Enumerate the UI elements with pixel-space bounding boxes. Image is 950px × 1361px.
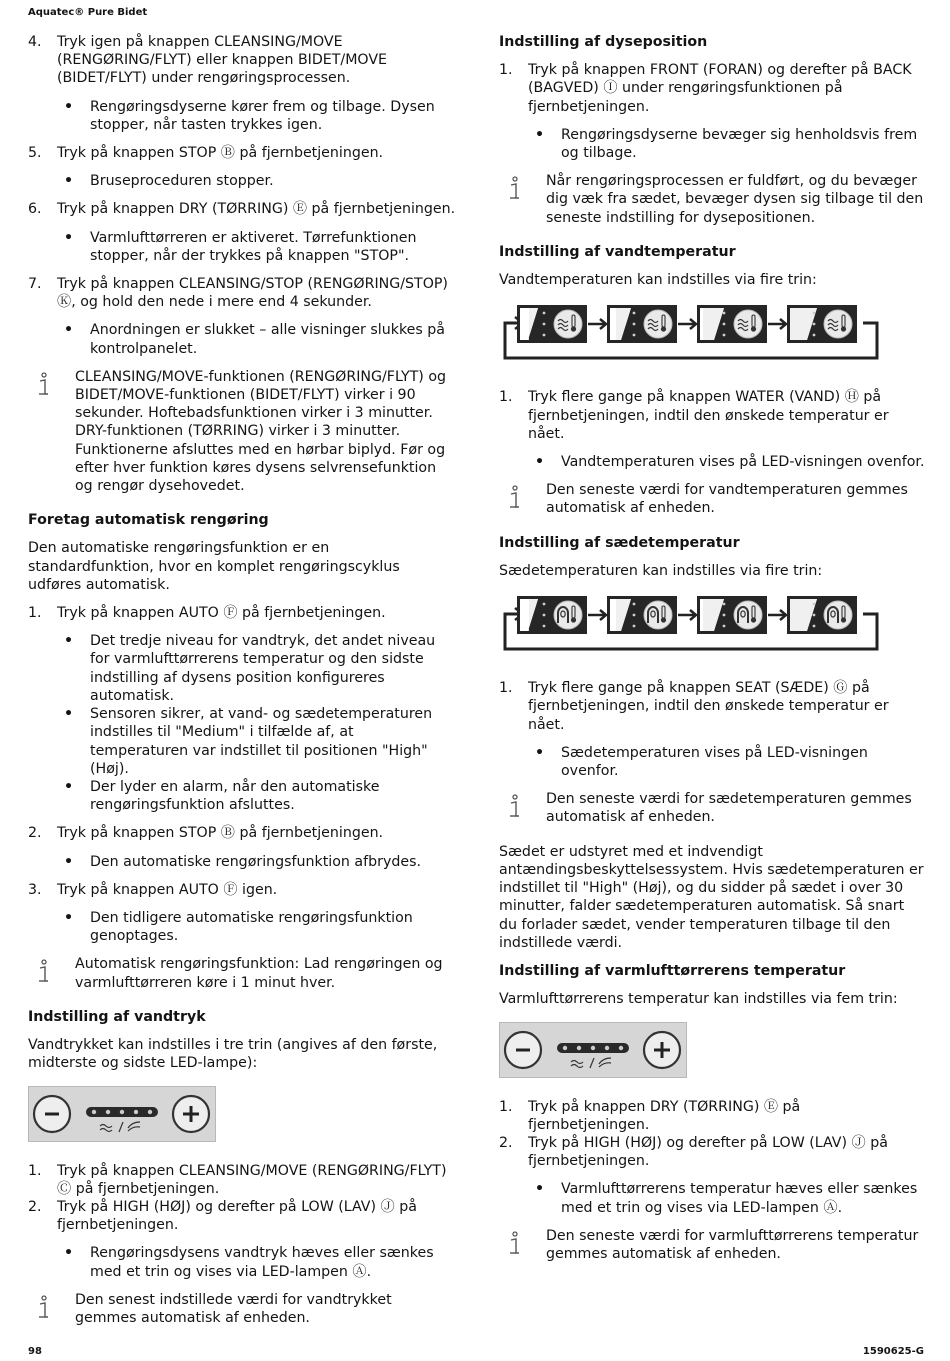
step-2: 2. Tryk på knappen STOP Ⓑ på fjernbetjeningen. (28, 825, 384, 842)
note-text: Når rengøringsprocessen er fuldført, og du bevæger dig væk fra sædet, bevæger dysen sig tilbage til den seneste indstilling for dysepositionen. (546, 173, 924, 226)
step-2: 2. Tryk på HIGH (HØJ) og derefter på LOW (LAV) Ⓙ på fjernbetjeningen. (499, 1134, 888, 1170)
section-heading-seat-temp: Indstilling af sædetemperatur (499, 534, 740, 551)
paragraph: Vandtrykket kan indstilles i tre trin (angives af den første, midterste og sidste LED-lampe): (28, 1036, 438, 1072)
info-note (28, 1291, 456, 1327)
info-icon (507, 792, 523, 820)
info-icon (507, 174, 523, 202)
bullet-item: • Rengøringsdyserne kører frem og tilbage. Dysen stopper, når tasten trykkes igen. (64, 98, 435, 133)
bullet-item: • Der lyder en alarm, når den automatiske rengøringsfunktion afsluttes. (64, 778, 380, 814)
info-note (28, 368, 456, 495)
step-1: 1. Tryk flere gange på knappen SEAT (SÆDE) Ⓖ på fjernbetjeningen, indtil den ønskede temperatur er nået. (499, 680, 889, 733)
bullet-list (499, 1180, 925, 1216)
step-1: 1. Tryk på knappen FRONT (FORAN) og derefter på BACK (BAGVED) Ⓘ under rengøringsfunktionen på fjernbetjeningen. (499, 62, 912, 115)
bullet-item: • Den automatiske rengøringsfunktion afbrydes. (64, 853, 421, 870)
pressure-control-panel (28, 1086, 216, 1142)
left-column (28, 33, 456, 1343)
info-note (499, 172, 925, 227)
temperature-step-panel (697, 305, 767, 343)
info-note (499, 1227, 925, 1263)
step-number: 5. (28, 145, 42, 162)
page-number: 98 (28, 1346, 42, 1357)
paragraph: Vandtemperaturen kan indstilles via fire trin: (499, 272, 817, 289)
step-4 (28, 33, 456, 88)
bullet-item: • Rengøringsdyserne bevæger sig henholdsvis frem og tilbage. (535, 126, 918, 162)
section-heading-water-temp: Indstilling af vandtemperatur (499, 243, 736, 260)
temperature-step-panel (787, 596, 857, 634)
bullet-item: • Det tredje niveau for vandtryk, det andet niveau for varmlufttørrerens temperatur og den sidste indstilling af dysens position konfigureres automatisk. (64, 633, 436, 704)
step-5 (28, 144, 456, 162)
bullet-item: • Rengøringsdysens vandtryk hæves eller sænkes med et trin og vises via LED-lampen Ⓐ. (64, 1245, 434, 1280)
bullet-list (499, 453, 925, 471)
info-note (499, 790, 925, 826)
step-1: 1. Tryk flere gange på knappen WATER (VAND) Ⓗ på fjernbetjeningen, indtil den ønskede temperatur er nået. (499, 389, 889, 442)
info-icon (36, 370, 52, 398)
note-text: Den seneste værdi for vandtemperaturen gemmes automatisk af enheden. (546, 482, 908, 517)
bullet-item: • Sensoren sikrer, at vand- og sædetemperaturen indstilles til "Medium" i tilfælde af, at temperaturen var indstillet til positionen "High" (Høj). (64, 706, 433, 777)
step-number: 4. (28, 34, 42, 50)
paragraph: Sædetemperaturen kan indstilles via fire trin: (499, 562, 823, 579)
temperature-step-panel (607, 305, 677, 343)
bullet-list (28, 853, 456, 871)
step-number: 6. (28, 201, 42, 218)
info-note (499, 481, 925, 517)
step-text: Tryk igen på knappen CLEANSING/MOVE (RENGØRING/FLYT) eller knappen BIDET/MOVE (BIDET/FLYT) under rengøringsprocessen. (57, 34, 388, 87)
water-temperature-steps-diagram (499, 305, 881, 367)
bullet-list (28, 172, 456, 190)
section-heading-pressure: Indstilling af vandtryk (28, 1008, 206, 1025)
temperature-step-panel (517, 305, 587, 343)
bullet-list (28, 909, 456, 945)
step-1: 1. Tryk på knappen CLEANSING/MOVE (RENGØRING/FLYT) Ⓒ på fjernbetjeningen. (28, 1162, 447, 1197)
bullet-list (28, 98, 456, 134)
step-text: Tryk på knappen STOP Ⓑ på fjernbetjeningen. (57, 145, 384, 162)
info-note (28, 955, 456, 991)
note-text: Den seneste værdi for varmlufttørrerens temperatur gemmes automatisk af enheden. (546, 1227, 919, 1262)
bullet-item: • Varmlufttørreren er aktiveret. Tørrefunktionen stopper, når der trykkes på knappen "STOP". (64, 229, 417, 264)
step-7 (28, 275, 456, 311)
document-id: 1590625-G (862, 1346, 924, 1357)
bullet-item: • Den tidligere automatiske rengøringsfunktion genoptages. (64, 909, 413, 945)
note-text: Den seneste værdi for sædetemperaturen gemmes automatisk af enheden. (546, 791, 912, 826)
document-header: Aquatec® Pure Bidet (28, 7, 148, 18)
bullet-list (28, 229, 456, 265)
info-icon (36, 1293, 52, 1321)
paragraph: Varmlufttørrerens temperatur kan indstilles via fem trin: (499, 991, 898, 1008)
note-text: Automatisk rengøringsfunktion: Lad rengøringen og varmlufttørreren køre i 1 minut hver. (75, 956, 443, 991)
step-text: Tryk på knappen CLEANSING/STOP (RENGØRING/STOP) Ⓚ, og hold den nede i mere end 4 sekunder. (57, 276, 448, 311)
info-icon (36, 957, 52, 985)
temperature-step-panel (517, 596, 587, 634)
step-number: 7. (28, 276, 42, 293)
section-heading-auto: Foretag automatisk rengøring (28, 512, 269, 529)
step-3: 3. Tryk på knappen AUTO Ⓕ igen. (28, 881, 278, 898)
bullet-item: • Varmlufttørrerens temperatur hæves eller sænkes med et trin og vises via LED-lampen Ⓐ. (535, 1181, 918, 1216)
bullet-item: • Sædetemperaturen vises på LED-visningen ovenfor. (535, 744, 868, 780)
bullet-list (499, 744, 925, 780)
dryer-control-panel (499, 1022, 687, 1078)
bullet-item: • Anordningen er slukket – alle visninger slukkes på kontrolpanelet. (64, 322, 445, 357)
step-2: 2. Tryk på HIGH (HØJ) og derefter på LOW (LAV) Ⓙ på fjernbetjeningen. (28, 1198, 417, 1234)
bullet-list (499, 126, 925, 162)
paragraph: Den automatiske rengøringsfunktion er en standardfunktion, hvor en komplet rengøringscyklus udføres automatisk. (28, 540, 400, 593)
step-1: 1. Tryk på knappen DRY (TØRRING) Ⓔ på fjernbetjeningen. (499, 1098, 801, 1133)
seat-temperature-steps-diagram (499, 596, 881, 658)
section-heading-dryer-temp: Indstilling af varmlufttørrerens temperatur (499, 962, 846, 979)
bullet-item: • Vandtemperaturen vises på LED-visningen ovenfor. (535, 454, 925, 471)
info-icon (507, 1229, 523, 1257)
bullet-item: • Bruseproceduren stopper. (64, 173, 274, 190)
right-column (499, 33, 925, 1279)
temperature-step-panel (697, 596, 767, 634)
step-6 (28, 200, 456, 218)
section-heading-nozzle: Indstilling af dyseposition (499, 34, 708, 50)
note-text: CLEANSING/MOVE-funktionen (RENGØRING/FLYT) og BIDET/MOVE-funktionen (BIDET/FLYT) virker i 90 sekunder. Hoftebadsfunktionen virker i 3 minutter. DRY-funktionen (TØRRING) virker i 3 minutter. Funktionerne afsluttes med en hørbar biplyd. Før og efter hver funktion køres dysens selvrensefunktion og rengør dysehovedet. (75, 368, 447, 495)
bullet-list (28, 1244, 456, 1280)
info-icon (507, 483, 523, 511)
temperature-step-panel (607, 596, 677, 634)
step-1: 1. Tryk på knappen AUTO Ⓕ på fjernbetjeningen. (28, 605, 386, 622)
note-text: Den senest indstillede værdi for vandtrykket gemmes automatisk af enheden. (75, 1291, 392, 1326)
paragraph: Sædet er udstyret med et indvendigt antændingsbeskyttelsessystem. Hvis sædetemperaturen er indstillet til "High" (Høj), og du sidder på sædet i over 30 minutter, falder sædetemperaturen automatisk. Så snart du forlader sædet, vender temperaturen tilbage til den indstillede værdi. (499, 843, 924, 951)
bullet-list (28, 321, 456, 357)
bullet-list (28, 632, 456, 814)
step-text: Tryk på knappen DRY (TØRRING) Ⓔ på fjernbetjeningen. (57, 201, 456, 218)
temperature-step-panel (787, 305, 857, 343)
